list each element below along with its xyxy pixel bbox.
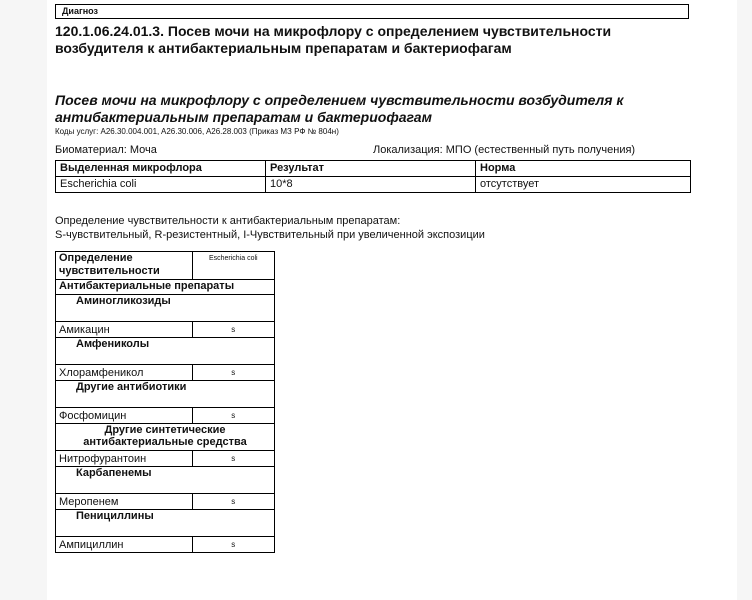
group-row (56, 510, 275, 537)
section-antibacterial: Антибактериальные препараты (56, 280, 275, 295)
drug-result: s (192, 408, 274, 424)
group-penicillins: Пенициллины (56, 510, 275, 537)
results-col-result: Результат (266, 161, 476, 177)
drug-name: Нитрофурантоин (56, 451, 193, 467)
group-row (56, 424, 275, 451)
drug-name: Фосфомицин (56, 408, 193, 424)
sensitivity-header-label: Определение чувствительности (56, 252, 193, 280)
diagnosis-label: Диагноз (62, 6, 98, 16)
drug-result: s (192, 494, 274, 510)
drug-result: s (192, 537, 274, 553)
localization: Локализация: МПО (естественный путь получения) (373, 144, 636, 156)
report-title: Посев мочи на микрофлору с определением чувствительности возбудителя к антибактериальным препаратам и бактериофагам (55, 92, 624, 125)
results-table (55, 160, 691, 193)
table-row (56, 177, 691, 193)
diagnosis-box (55, 4, 689, 19)
sensitivity-organism: Escherichia coli (192, 252, 274, 280)
group-row (56, 467, 275, 494)
drug-result: s (192, 365, 274, 381)
table-row (56, 537, 275, 553)
table-row (56, 408, 275, 424)
report-page (47, 0, 737, 600)
sensitivity-table (55, 251, 275, 553)
results-col-microflora: Выделенная микрофлора (56, 161, 266, 177)
drug-result: s (192, 322, 274, 338)
results-value: 10*8 (266, 177, 476, 193)
results-microflora: Escherichia coli (56, 177, 266, 193)
table-row (56, 451, 275, 467)
group-row (56, 381, 275, 408)
group-row (56, 338, 275, 365)
biomaterial: Биоматериал: Моча (55, 144, 157, 156)
results-col-norm: Норма (476, 161, 691, 177)
group-other-antibiotics: Другие антибиотики (56, 381, 275, 408)
table-row (56, 365, 275, 381)
drug-name: Меропенем (56, 494, 193, 510)
drug-result: s (192, 451, 274, 467)
results-norm: отсутствует (476, 177, 691, 193)
section-row (56, 280, 275, 295)
sensitivity-header-row (56, 252, 275, 280)
drug-name: Ампициллин (56, 537, 193, 553)
sensitivity-legend: S-чувствительный, R-резистентный, I-Чувствительный при увеличенной экспозиции (55, 229, 485, 241)
table-row (56, 322, 275, 338)
group-other-synthetic: Другие синтетические антибактериальные средства (56, 424, 275, 451)
group-carbapenems: Карбапенемы (56, 467, 275, 494)
drug-name: Амикацин (56, 322, 193, 338)
service-code-title: 120.1.06.24.01.3. Посев мочи на микрофлору с определением чувствительности возбудителя к антибактериальным препаратам и бактериофагам (55, 23, 612, 56)
drug-name: Хлорамфеникол (56, 365, 193, 381)
group-row (56, 295, 275, 322)
results-header-row (56, 161, 691, 177)
table-row (56, 494, 275, 510)
service-codes: Коды услуг: A26.30.004.001, A26.30.006, A26.28.003 (Приказ МЗ РФ № 804н) (55, 127, 339, 136)
sensitivity-intro (55, 214, 485, 242)
group-aminoglycosides: Аминогликозиды (56, 295, 275, 322)
group-amphenicols: Амфениколы (56, 338, 275, 365)
sensitivity-intro-line1: Определение чувствительности к антибактериальным препаратам: (55, 215, 401, 227)
